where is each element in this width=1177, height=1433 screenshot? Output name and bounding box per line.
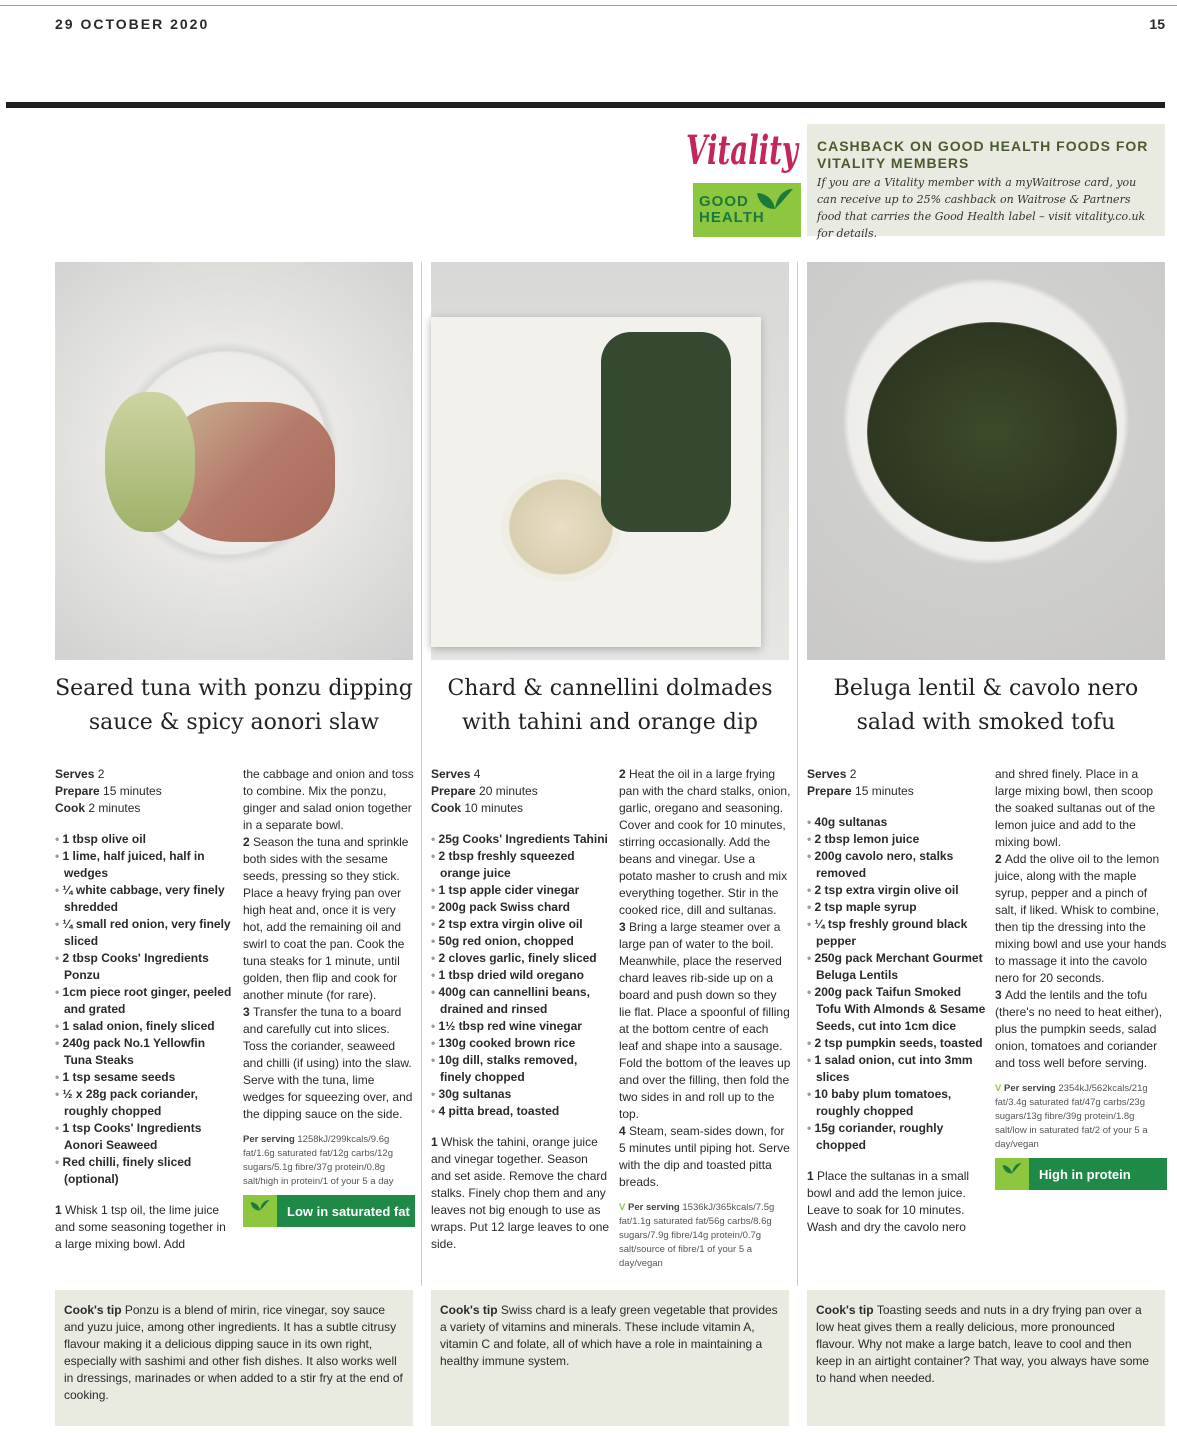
ingredient-list [807,814,987,1154]
ingredient-item: • 1 salad onion, cut into 3mm slices [807,1052,987,1086]
tip-label: Cook's tip [440,1303,501,1317]
ingredient-item: • 200g pack Taifun Smoked Tofu With Almonds & Sesame Seeds, cut into 1cm dice [807,984,987,1035]
nutrition-info: V Per serving 1536kJ/365kcals/7.5g fat/1.1g saturated fat/56g carbs/8.6g sugars/7.9g fibre/14g protein/0.7g salt/source of fibre/1 of your 5 a day/vegan [619,1202,775,1269]
method-step: 3 Add the lentils and the tofu (there's no need to heat either), plus the pumpkin seeds, salad onion, tomatoes and coriander and toss well before serving. [995,988,1163,1070]
meta-value: 15 minutes [855,784,914,798]
recipe-column-right [619,766,791,1271]
cooks-tip: Cook's tip Ponzu is a blend of mirin, rice vinegar, soy sauce and yuzu juice, among other ingredients. It has a subtle citrusy flavour making it a delicious dipping sauce in its own right, especially with sashimi and other fish dishes. It also works well in dressings, marinades or when added to a stir fry at the end of cooking. [55,1290,413,1426]
health-badge [995,1158,1167,1190]
ingredient-item: • 200g pack Swiss chard [431,899,611,916]
meta-row [431,783,611,800]
recipe-column-right [995,766,1167,1190]
meta-row [431,800,611,817]
meta-row [807,766,987,783]
nutrition-label: Per serving [243,1134,298,1145]
recipe-meta [431,766,611,817]
ingredient-item: • 1 tbsp dried wild oregano [431,967,611,984]
ingredient-item: • 400g can cannellini beans, drained and rinsed [431,984,611,1018]
meta-value: 2 minutes [88,801,141,815]
step-number: 2 [995,852,1006,866]
step-number: 1 [55,1203,66,1217]
recipe-title: Chard & cannellini dolmades with tahini and orange dip [447,676,773,735]
method-step: the cabbage and onion and toss to combine. Mix the ponzu, ginger and salad onion together in a separate bowl. [243,767,414,832]
good-health-logo [693,183,801,237]
meta-label: Prepare [431,784,480,798]
ingredient-item: • 1½ tbsp red wine vinegar [431,1018,611,1035]
meta-row [55,800,235,817]
column-divider [797,262,798,1286]
method-step: and shred finely. Place in a large mixing bowl, then scoop the soaked sultanas out of the lemon juice and add to the mixing bowl. [995,767,1156,849]
ingredient-item: • 2 tbsp lemon juice [807,831,987,848]
step-number: 1 [807,1169,818,1183]
ingredient-item: • ½ x 28g pack coriander, roughly chopped [55,1086,235,1120]
step-number: 2 [243,835,254,849]
ingredient-item: • ¼ small red onion, very finely sliced [55,916,235,950]
recipe-column-right [243,766,415,1227]
header-rule [6,102,1165,108]
step-number: 1 [431,1135,442,1149]
step-number: 3 [619,920,630,934]
recipe-meta [807,766,987,800]
ingredient-item: • 250g pack Merchant Gourmet Beluga Lentils [807,950,987,984]
meta-value: 10 minutes [464,801,524,815]
column-divider [421,262,422,1286]
recipe-meta [55,766,235,817]
vegan-icon: V [619,1202,628,1213]
meta-label: Serves [807,767,850,781]
tip-label: Cook's tip [816,1303,877,1317]
promo-body: If you are a Vitality member with a myWaitrose card, you can receive up to 25% cashback on Waitrose & Partners food that carries the Good Health label – visit vitality.co.uk for details. [817,176,1146,240]
step-number: 3 [995,988,1006,1002]
top-rule [0,5,1177,6]
leaf-icon [755,187,795,233]
recipe-photo-lentil-salad [807,262,1165,660]
recipe-column-left [55,766,235,1253]
meta-value: 2 [849,767,857,781]
method-step: 4 Steam, seam-sides down, for 5 minutes until piping hot. Serve with the dip and toasted pitta breads. [619,1124,790,1189]
page-number: 15 [1149,16,1165,32]
recipe-photo-dolmades [431,262,789,660]
ingredient-item: • ¼ white cabbage, very finely shredded [55,882,235,916]
ingredient-item: • 10g dill, stalks removed, finely chopped [431,1052,611,1086]
meta-label: Prepare [807,784,856,798]
ingredient-item: • 1 lime, half juiced, half in wedges [55,848,235,882]
meta-label: Serves [431,767,474,781]
ingredient-item: • 25g Cooks' Ingredients Tahini [431,831,611,848]
meta-row [431,766,611,783]
ingredient-item: • 2 tsp extra virgin olive oil [807,882,987,899]
recipe-column-left [807,766,987,1236]
step-number: 3 [243,1005,254,1019]
meta-label: Serves [55,767,98,781]
method-step: 1 Whisk 1 tsp oil, the lime juice and some seasoning together in a large mixing bowl. Add [55,1203,226,1251]
ingredient-item: • 130g cooked brown rice [431,1035,611,1052]
step-number: 2 [619,767,630,781]
ingredient-item: • ¼ tsp freshly ground black pepper [807,916,987,950]
ingredient-item: • 2 tsp maple syrup [807,899,987,916]
step-number: 4 [619,1124,630,1138]
ingredient-item: • 2 tbsp Cooks' Ingredients Ponzu [55,950,235,984]
good-health-label: GOOD HEALTH [699,193,765,226]
ingredient-item: • 1 tbsp olive oil [55,831,235,848]
meta-row [55,766,235,783]
ingredient-item: • 1cm piece root ginger, peeled and grated [55,984,235,1018]
ingredient-item: • 10 baby plum tomatoes, roughly chopped [807,1086,987,1120]
method-step: 2 Add the olive oil to the lemon juice, along with the maple syrup, pepper and a pinch of salt, if liked. Whisk to combine, then tip the dressing into the mixing bowl and use your hands to massage it into the cavolo nero for 20 seconds. [995,852,1167,985]
badge-label: Low in saturated fat [277,1195,415,1227]
ingredient-item: • 1 salad onion, finely sliced [55,1018,235,1035]
issue-date: 29 OCTOBER 2020 [55,16,210,32]
tip-label: Cook's tip [64,1303,125,1317]
recipe-title: Beluga lentil & cavolo nero salad with smoked tofu [833,676,1139,735]
meta-value: 15 minutes [103,784,162,798]
meta-value: 20 minutes [479,784,538,798]
ingredient-item: • 15g coriander, roughly chopped [807,1120,987,1154]
cooks-tip: Cook's tip Toasting seeds and nuts in a dry frying pan over a low heat gives them a really delicious, more pronounced flavour. Why not make a large batch, leave to cool and then keep in an airtight container? That way, you always have some to hand when needed. [807,1290,1165,1426]
ingredient-item: • 30g sultanas [431,1086,611,1103]
method-step: 1 Place the sultanas in a small bowl and add the lemon juice. Leave to soak for 10 minutes. Wash and dry the cavolo nero [807,1169,970,1234]
health-badge [243,1195,415,1227]
nutrition-info: Per serving 1258kJ/299kcals/9.6g fat/1.6g saturated fat/12g carbs/12g sugars/5.1g fibre/37g protein/0.8g salt/high in protein/1 of your 5 a day [243,1134,394,1187]
ingredient-item: • 1 tsp Cooks' Ingredients Aonori Seaweed [55,1120,235,1154]
ingredient-item: • 1 tsp sesame seeds [55,1069,235,1086]
leaf-icon [995,1158,1029,1190]
ingredient-item: • 2 tsp extra virgin olive oil [431,916,611,933]
recipe-photo-tuna [55,262,413,660]
ingredient-item: • 50g red onion, chopped [431,933,611,950]
recipe-title: Seared tuna with ponzu dipping sauce & spicy aonori slaw [55,676,413,735]
method-step: 2 Season the tuna and sprinkle both sides with the sesame seeds, pressing so they stick. Place a heavy frying pan over high heat and, once it is very hot, add the remaining oil and swirl to coat the pan. Cook the tuna steaks for 1 minute, until golden, then flip and cook for another minute (for rare). [243,835,409,1002]
ingredient-list [431,831,611,1120]
ingredient-item: • 4 pitta bread, toasted [431,1103,611,1120]
cooks-tip: Cook's tip Swiss chard is a leafy green vegetable that provides a variety of vitamins and minerals. These include vitamin A, vitamin C and folate, all of which have a role in maintaining a healthy immune system. [431,1290,789,1426]
badge-label: High in protein [1029,1158,1167,1190]
meta-label: Cook [55,801,89,815]
ingredient-item: • 200g cavolo nero, stalks removed [807,848,987,882]
ingredient-item: • 240g pack No.1 Yellowfin Tuna Steaks [55,1035,235,1069]
leaf-icon [243,1195,277,1227]
meta-value: 4 [473,767,481,781]
vegan-icon: V [995,1083,1004,1094]
ingredient-item: • 2 cloves garlic, finely sliced [431,950,611,967]
promo-box [807,124,1165,240]
vitality-logo-text: Vitality [686,127,800,174]
meta-value: 2 [97,767,105,781]
nutrition-info: V Per serving 2354kJ/562kcals/21g fat/3.4g saturated fat/47g carbs/23g sugars/13g fibre/39g protein/1.8g salt/low in saturated fat/2 of your 5 a day/vegan [995,1083,1148,1150]
recipe-column-left [431,766,611,1253]
method-step: 3 Bring a large steamer over a large pan of water to the boil. Meanwhile, place the reserved chard leaves rib-side up on a board and push down so they lie flat. Place a spoonful of filling at the bottom centre of each leaf and shape into a sausage. Fold the bottom of the leaves up and over the filling, then fold the two sides in and roll up to the top. [619,920,791,1121]
ingredient-item: • Red chilli, finely sliced (optional) [55,1154,235,1188]
vitality-logo [686,118,798,180]
method-step: 2 Heat the oil in a large frying pan with the chard stalks, onion, garlic, oregano and seasoning. Cover and cook for 10 minutes, stirring occasionally. Add the beans and vinegar. Use a potato masher to crush and mix everything together. Stir in the cooked rice, dill and sultanas. [619,767,791,917]
meta-row [807,783,987,800]
ingredient-list [55,831,235,1188]
nutrition-label: Per serving [1003,1083,1059,1094]
meta-label: Prepare [55,784,104,798]
meta-label: Cook [431,801,465,815]
ingredient-item: • 2 tsp pumpkin seeds, toasted [807,1035,987,1052]
ingredient-item: • 1 tsp apple cider vinegar [431,882,611,899]
promo-heading: CASHBACK ON GOOD HEALTH FOODS FOR VITALITY MEMBERS [817,138,1149,171]
ingredient-item: • 2 tbsp freshly squeezed orange juice [431,848,611,882]
method-step: 3 Transfer the tuna to a board and carefully cut into slices. Toss the coriander, seaweed and chilli (if using) into the slaw. Serve with the tuna, lime wedges for squeezing over, and the dipping sauce on the side. [243,1005,413,1121]
ingredient-item: • 40g sultanas [807,814,987,831]
nutrition-label: Per serving [627,1202,683,1213]
method-step: 1 Whisk the tahini, orange juice and vinegar together. Season and set aside. Remove the chard stalks. Finely chop them and any leaves not big enough to use as wraps. Put 12 large leaves to one side. [431,1135,610,1251]
meta-row [55,783,235,800]
